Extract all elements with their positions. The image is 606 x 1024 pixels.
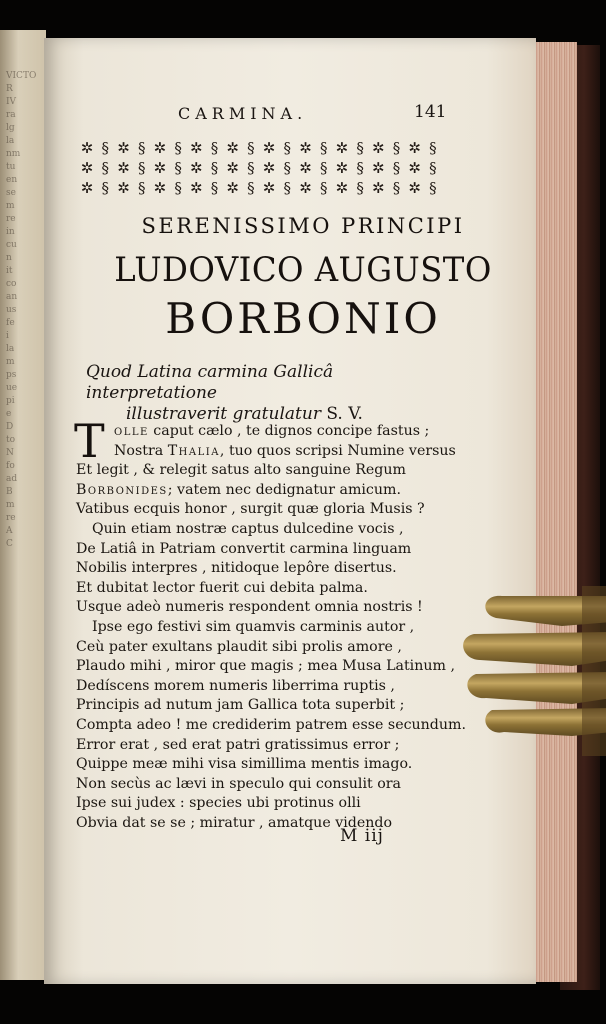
ornament-glyph: ✲ [408, 139, 421, 157]
subtitle-line-2: illustraverit gratulatur [126, 404, 321, 424]
poem-line [76, 559, 476, 579]
subtitle [86, 362, 446, 425]
left-page-text: VICTOR IV ra lg la nm tu en se m re in cu n it co an us fe i la m ps ue pi e D to N fo ad B m re A C [6, 71, 37, 549]
poem-line [76, 461, 476, 481]
ornament-glyph: § [101, 179, 110, 197]
poem-line-text: , tuo quos scripsi Numine versus [219, 442, 456, 459]
poem-line-text: Et legit , & relegit satus alto sanguine Regum [76, 462, 406, 479]
poem-line [76, 638, 476, 658]
poem-line-text: caput cælo , te dignos concipe fastus ; [148, 423, 430, 439]
ornament-glyph: § [392, 159, 401, 177]
ornament-glyph: § [210, 159, 219, 177]
poem-line [76, 481, 476, 501]
ornament-glyph: § [210, 139, 219, 157]
signature-mark: M iij [340, 826, 384, 846]
ornament-glyph: § [429, 179, 437, 197]
poem-line-pre: Nostra [114, 442, 168, 459]
ornament-glyph: ✲ [153, 179, 167, 197]
poem-line [76, 598, 476, 618]
ornament-glyph: § [283, 139, 292, 157]
ornament-glyph: § [137, 139, 146, 157]
poem-line-text: Compta adeo ! me crediderim patrem esse secundum. [76, 716, 466, 733]
poem-small-caps: Thalia [167, 442, 220, 459]
poem-line [76, 540, 476, 560]
poem-line-text: ; vatem nec dedignatur amicum. [167, 481, 401, 498]
poem-line [76, 422, 476, 442]
poem-small-caps: olle [114, 423, 149, 439]
title-line-1: SERENISSIMO PRINCIPI [141, 214, 465, 238]
ornament-glyph: § [210, 179, 219, 197]
ornament-glyph: § [137, 179, 146, 197]
ornament-glyph: § [247, 139, 255, 157]
ornament-glyph: § [137, 159, 146, 177]
ornament-glyph: § [319, 159, 328, 177]
ornament-glyph: § [356, 159, 364, 177]
ornament-glyph: ✲ [262, 139, 276, 157]
ornament-glyph: ✲ [335, 159, 349, 177]
poem-line-text: Ceù pater exultans plaudit sibi prolis amore , [76, 638, 402, 655]
ornament-glyph: § [101, 139, 110, 157]
poem-line-text: Quippe meæ mihi visa simillima mentis imago. [76, 756, 413, 773]
ornament-glyph: ✲ [80, 179, 94, 197]
ornament-glyph: ✲ [226, 139, 239, 157]
ornament-glyph: § [356, 179, 364, 197]
ornament-glyph: ✲ [117, 179, 130, 197]
poem-line [76, 677, 476, 697]
title-line-3: BORBONIO [165, 294, 441, 343]
ornament-glyph: ✲ [80, 159, 94, 177]
poem-line [76, 794, 476, 814]
bottom-shadow [0, 990, 606, 1024]
poem-small-caps: Borbonides [76, 481, 168, 498]
poem-line-text: Obvia dat se se ; miratur , amatque videndo [76, 814, 393, 831]
ornament-glyph: ✲ [408, 179, 421, 197]
ornament-band [78, 138, 442, 198]
brass-hand-bookmark [462, 586, 606, 756]
poem-line-text: Principis ad nutum jam Gallica tota superbit ; [76, 697, 405, 714]
poem-line-text: Ipse ego festivi sim quamvis carminis autor , [92, 618, 415, 635]
poem-line-text: Non secùs ac lævi in speculo qui consulit ora [76, 775, 401, 792]
ornament-glyph: § [429, 159, 437, 177]
poem-line [76, 618, 476, 638]
poem-line [76, 500, 476, 520]
ornament-glyph: ✲ [372, 159, 385, 177]
ornament-glyph: § [174, 139, 182, 157]
ornament-glyph: ✲ [299, 139, 312, 157]
subtitle-author: S. V. [326, 404, 363, 424]
ornament-glyph: ✲ [372, 139, 385, 157]
ornament-glyph: § [319, 139, 328, 157]
poem-line-text: Quin etiam nostræ captus dulcedine vocis , [92, 520, 404, 537]
title-line-2: LUDOVICO AUGUSTO [114, 250, 492, 290]
ornament-glyph: ✲ [262, 159, 276, 177]
ornament-glyph: § [283, 179, 292, 197]
ornament-glyph: ✲ [153, 159, 167, 177]
ornament-glyph: ✲ [408, 159, 421, 177]
ornament-glyph: ✲ [117, 159, 130, 177]
poem-line-text: Vatibus ecquis honor , surgit quæ gloria Musis ? [76, 501, 425, 518]
ornament-glyph: § [429, 139, 437, 157]
poem-line [76, 579, 476, 599]
poem-line-text: Ipse sui judex : species ubi protinus olli [76, 795, 361, 812]
ornament-glyph: § [356, 139, 364, 157]
ornament-glyph: § [174, 179, 182, 197]
ornament-glyph: ✲ [335, 139, 349, 157]
ornament-glyph: § [174, 159, 182, 177]
ornament-glyph: § [247, 179, 255, 197]
subtitle-line-1: Quod Latina carmina Gallicâ interpretatione [86, 362, 334, 403]
ornament-glyph: ✲ [372, 179, 385, 197]
page-number: 141 [414, 102, 447, 122]
ornament-glyph: ✲ [262, 179, 276, 197]
poem-line [76, 716, 476, 736]
running-head: CARMINA. [178, 104, 308, 123]
ornament-glyph: § [247, 159, 255, 177]
ornament-glyph: § [392, 179, 401, 197]
ornament-glyph: § [319, 179, 328, 197]
poem-line [76, 736, 476, 756]
ornament-glyph: ✲ [226, 179, 239, 197]
ornament-glyph: ✲ [117, 139, 130, 157]
poem-line-text: De Latiâ in Patriam convertit carmina linguam [76, 540, 412, 557]
ornament-glyph: ✲ [299, 159, 312, 177]
ornament-glyph: ✲ [153, 139, 167, 157]
poem-line [76, 442, 476, 462]
ornament-glyph: ✲ [190, 159, 203, 177]
drop-cap: T [74, 414, 105, 468]
ornament-glyph: ✲ [190, 139, 203, 157]
left-page [0, 30, 46, 980]
poem-line-text: Dedíscens morem numeris liberrima ruptis , [76, 677, 395, 694]
ornament-glyph: ✲ [299, 179, 312, 197]
poem-line [76, 696, 476, 716]
poem-line [76, 775, 476, 795]
poem-line-text: Et dubitat lector fuerit cui debita palma. [76, 579, 368, 596]
ornament-glyph: § [392, 139, 401, 157]
poem-line [76, 755, 476, 775]
poem-line-text: Nobilis interpres , nitidoque lepôre disertus. [76, 560, 397, 577]
ornament-glyph: ✲ [80, 139, 94, 157]
poem-line-text: Usque adeò numeris respondent omnia nostris ! [76, 599, 423, 616]
ornament-glyph: ✲ [335, 179, 349, 197]
poem-line-text: Error erat , sed erat patri gratissimus error ; [76, 736, 400, 753]
poem-line-text: Plaudo mihi , miror que magis ; mea Musa Latinum , [76, 658, 455, 675]
poem-line [76, 814, 476, 834]
ornament-glyph: ✲ [226, 159, 239, 177]
poem-line [76, 520, 476, 540]
ornament-glyph: § [101, 159, 110, 177]
ornament-glyph: § [283, 159, 292, 177]
ornament-glyph: ✲ [190, 179, 203, 197]
poem-line [76, 657, 476, 677]
